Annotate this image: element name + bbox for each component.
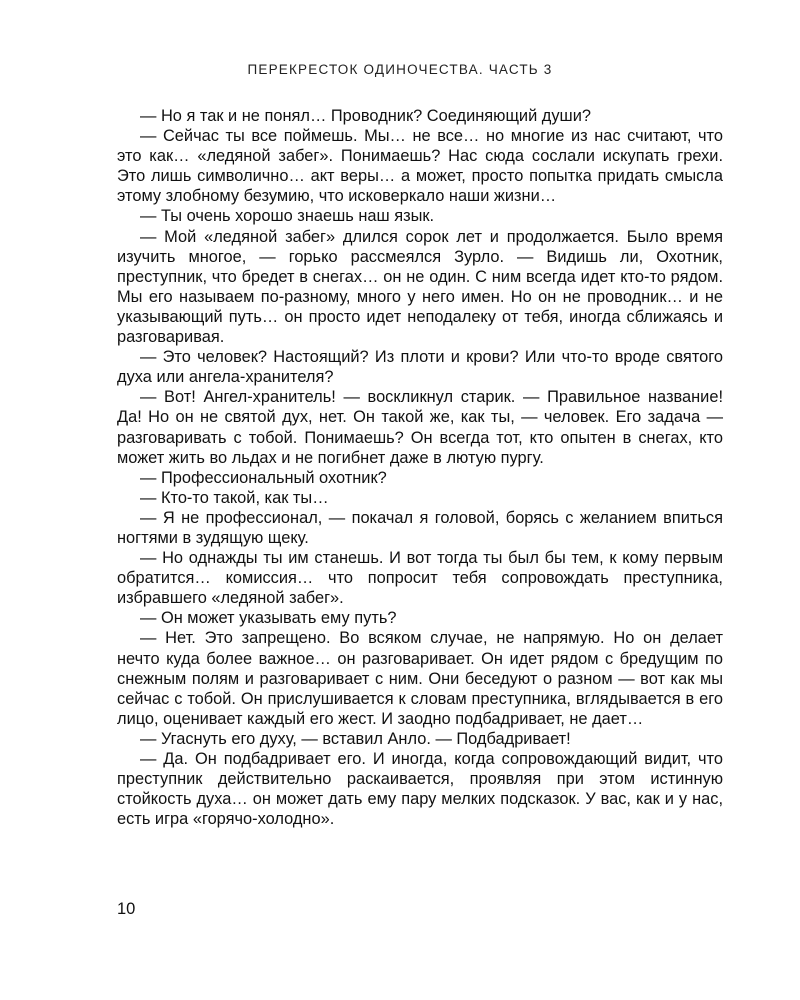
- body-text: [117, 106, 723, 829]
- paragraph: — Сейчас ты все поймешь. Мы… не все… но многие из нас считают, что это как… «ледяной забег». Понимаешь? Нас сюда сослали искупать грехи. Это лишь символично… акт веры… а может, просто попытка придать смысла этому злобному безумию, что исковеркало наши жизни…: [117, 127, 723, 206]
- paragraph: — Но я так и не понял… Проводник? Соединяющий души?: [140, 107, 591, 125]
- paragraph: — Кто-то такой, как ты…: [140, 488, 329, 507]
- running-head: ПЕРЕКРЕСТОК ОДИНОЧЕСТВА. ЧАСТЬ 3: [247, 62, 553, 77]
- paragraph: — Ты очень хорошо знаешь наш язык.: [140, 207, 435, 226]
- paragraph: — Профессиональный охотник?: [140, 468, 387, 487]
- paragraph: — Нет. Это запрещено. Во всяком случае, не напрямую. Но он делает нечто куда более важное… он разговаривает. Он идет рядом с бредущим по снежным полям и разговаривает с ним. Они беседуют о разном — вот как мы сейчас с тобой. Он прислушивается к словам преступника, вглядывается в его лицо, оценивает каждый его жест. И заодно подбадривает, не дает…: [117, 629, 723, 728]
- paragraph: — Это человек? Настоящий? Из плоти и крови? Или что-то вроде святого духа или ангела-хранителя?: [117, 348, 723, 387]
- paragraph: — Он может указывать ему путь?: [140, 609, 397, 628]
- paragraph: — Угаснуть его духу, — вставил Анло. — Подбадривает!: [140, 729, 571, 748]
- paragraph: — Но однажды ты им станешь. И вот тогда ты был бы тем, к кому первым обратится… комиссия… что попросит тебя сопровождать преступника, избравшего «ледяной забег».: [117, 549, 723, 608]
- paragraph: — Я не профессионал, — покачал я головой, борясь с желанием впиться ногтями в зудящую щеку.: [117, 508, 723, 547]
- paragraph: — Да. Он подбадривает его. И иногда, когда сопровождающий видит, что преступник действительно раскаивается, проявляя при этом истинную стойкость духа… он может дать ему пару мелких подсказок. У вас, как и у нас, есть игра «горячо-холодно».: [117, 750, 723, 829]
- paragraph: — Вот! Ангел-хранитель! — воскликнул старик. — Правильное название! Да! Но он не святой дух, нет. Он такой же, как ты, — человек. Его задача — разговаривать с тобой. Понимаешь? Он всегда тот, кто опытен в снегах, кто может жить во льдах и не погибнет даже в лютую пургу.: [117, 388, 723, 467]
- page-number: 10: [117, 900, 136, 918]
- paragraph: — Мой «ледяной забег» длился сорок лет и продолжается. Было время изучить многое, — горько рассмеялся Зурло. — Видишь ли, Охотник, преступник, что бредет в снегах… он не один. С ним всегда идет кто-то рядом. Мы его называем по-разному, много у него имен. Но он не проводник… и не указывающий путь… он просто идет неподалеку от тебя, иногда сближаясь и разговаривая.: [117, 227, 723, 347]
